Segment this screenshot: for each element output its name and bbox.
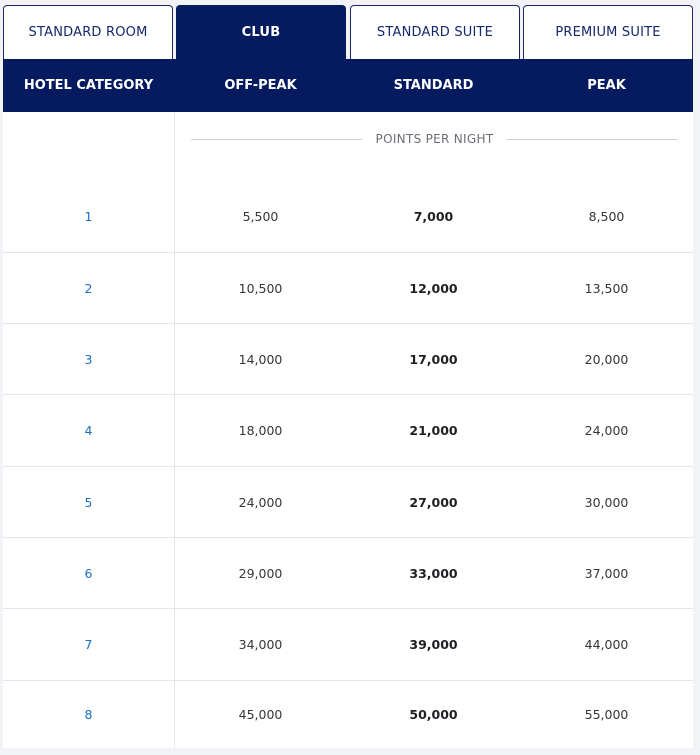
hotel-category-cell[interactable]: 6 xyxy=(84,565,93,581)
hotel-category-cell[interactable]: 7 xyxy=(84,637,93,652)
table-row xyxy=(3,681,693,748)
tab-standard-suite[interactable]: STANDARD SUITE xyxy=(350,5,520,59)
hotel-category-cell[interactable]: 5 xyxy=(84,494,93,510)
standard-cell: 27,000 xyxy=(409,494,458,510)
tab-standard-room[interactable]: STANDARD ROOM xyxy=(3,5,173,59)
hotel-category-cell[interactable]: 8 xyxy=(84,707,93,722)
standard-cell: 7,000 xyxy=(413,209,454,224)
peak-cell: 24,000 xyxy=(584,423,629,438)
off-peak-cell: 24,000 xyxy=(238,494,283,510)
hotel-category-cell[interactable]: 3 xyxy=(84,351,93,367)
peak-cell: 13,500 xyxy=(584,280,629,296)
table-row xyxy=(3,467,693,538)
tab-club[interactable]: CLUB xyxy=(176,5,346,59)
off-peak-cell: 14,000 xyxy=(238,351,283,367)
hotel-category-cell[interactable]: 4 xyxy=(84,423,93,438)
standard-cell: 50,000 xyxy=(409,707,458,722)
room-type-tabs xyxy=(3,5,693,59)
table-header xyxy=(3,59,693,112)
hotel-category-cell[interactable]: 1 xyxy=(84,209,93,224)
points-per-night-subheader xyxy=(191,131,678,147)
header-peak: PEAK xyxy=(587,78,626,93)
hotel-category-cell[interactable]: 2 xyxy=(84,280,93,296)
subheader-label: POINTS PER NIGHT xyxy=(375,132,494,146)
off-peak-cell: 10,500 xyxy=(238,280,283,296)
off-peak-cell: 5,500 xyxy=(242,209,279,224)
standard-cell: 12,000 xyxy=(409,280,458,296)
off-peak-cell: 29,000 xyxy=(238,565,283,581)
peak-cell: 55,000 xyxy=(584,707,629,722)
peak-cell: 20,000 xyxy=(584,351,629,367)
peak-cell: 44,000 xyxy=(584,637,629,652)
header-standard: STANDARD xyxy=(393,78,474,93)
header-off-peak: OFF-PEAK xyxy=(224,78,297,93)
tab-premium-suite[interactable]: PREMIUM SUITE xyxy=(523,5,693,59)
table-body xyxy=(3,112,693,748)
table-row xyxy=(3,324,693,395)
table-row xyxy=(3,538,693,609)
peak-cell: 37,000 xyxy=(584,565,629,581)
table-row xyxy=(3,395,693,467)
off-peak-cell: 34,000 xyxy=(238,637,283,652)
standard-cell: 17,000 xyxy=(409,351,458,367)
subheader-rule-right xyxy=(507,139,678,140)
table-row xyxy=(3,609,693,681)
header-hotel-category: HOTEL CATEGORY xyxy=(23,78,154,93)
table-row xyxy=(3,166,693,253)
off-peak-cell: 45,000 xyxy=(238,707,283,722)
table-row xyxy=(3,253,693,324)
off-peak-cell: 18,000 xyxy=(238,423,283,438)
standard-cell: 33,000 xyxy=(409,565,458,581)
peak-cell: 8,500 xyxy=(588,209,625,224)
subheader-rule-left xyxy=(191,139,362,140)
award-chart xyxy=(3,5,693,722)
standard-cell: 39,000 xyxy=(409,637,458,652)
peak-cell: 30,000 xyxy=(584,494,629,510)
standard-cell: 21,000 xyxy=(409,423,458,438)
